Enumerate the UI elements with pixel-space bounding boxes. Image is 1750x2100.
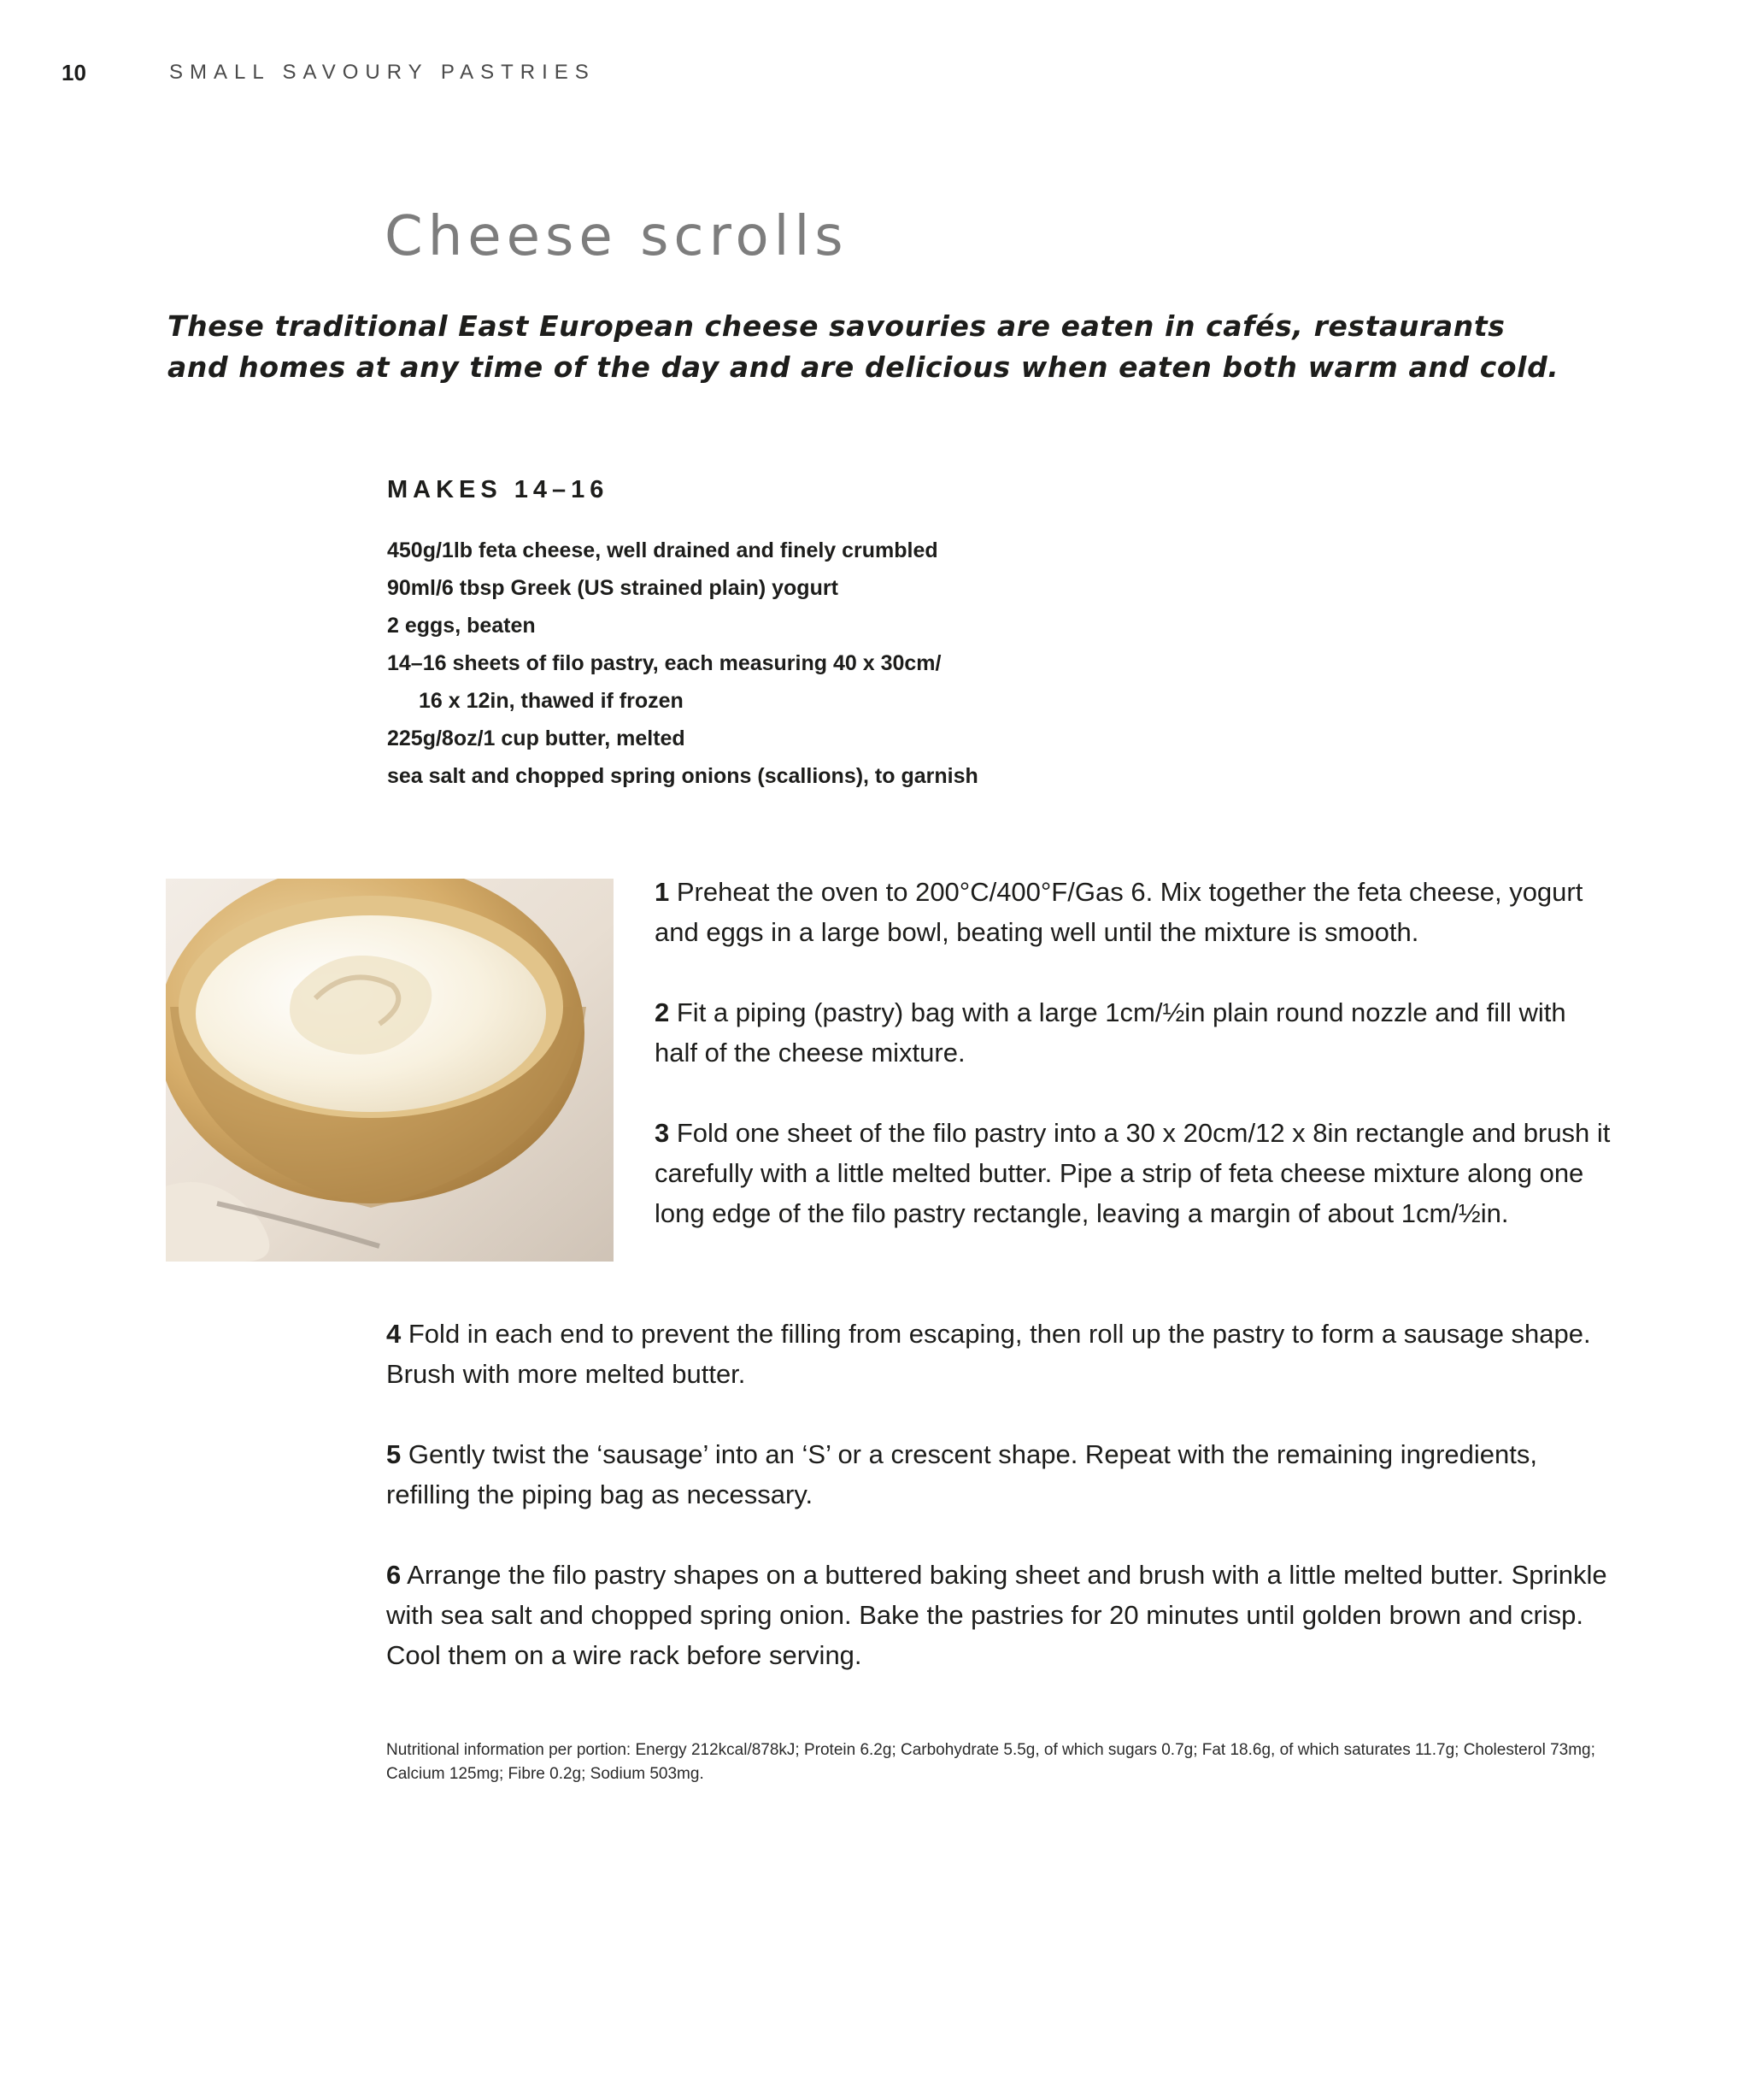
ingredient-item: 14–16 sheets of filo pastry, each measuring 40 x 30cm/ <box>387 651 942 675</box>
step-number: 1 <box>655 877 670 907</box>
method-step <box>655 992 1612 1073</box>
cheese-bowl-illustration <box>166 879 614 1262</box>
method-step <box>655 872 1612 952</box>
step-number: 3 <box>655 1118 670 1148</box>
step-number: 5 <box>386 1439 402 1469</box>
method-step <box>386 1314 1617 1394</box>
ingredient-list <box>387 532 1156 795</box>
recipe-title: Cheese scrolls <box>385 205 849 268</box>
step-number: 6 <box>386 1560 402 1590</box>
recipe-intro: These traditional East European cheese savouries are eaten in cafés, restaurants and homes at any time of the day and are delicious when eaten both warm and cold. <box>167 309 1559 384</box>
method-step <box>386 1555 1617 1675</box>
step-number: 2 <box>655 997 670 1027</box>
ingredient-item-continuation: 16 x 12in, thawed if frozen <box>419 689 684 713</box>
step-text: Arrange the filo pastry shapes on a buttered baking sheet and brush with a little melted butter. Sprinkle with sea salt and chopped spring onion. Bake the pastries for 20 minutes until golden brown and crisp. Cool them on a wire rack before serving. <box>386 1560 1607 1670</box>
ingredient-item: 2 eggs, beaten <box>387 614 536 638</box>
step-text: Fold one sheet of the filo pastry into a 30 x 20cm/12 x 8in rectangle and brush it carefully with a little melted butter. Pipe a strip of feta cheese mixture along one long edge of the filo pastry rectangle, leaving a margin of about 1cm/½in. <box>655 1118 1611 1228</box>
step-text: Fit a piping (pastry) bag with a large 1cm/½in plain round nozzle and fill with half of the cheese mixture. <box>655 997 1566 1068</box>
running-head: SMALL SAVOURY PASTRIES <box>169 61 596 84</box>
ingredient-item: 450g/1lb feta cheese, well drained and finely crumbled <box>387 538 938 562</box>
step-text: Preheat the oven to 200°C/400°F/Gas 6. Mix together the feta cheese, yogurt and eggs in a large bowl, beating well until the mixture is smooth. <box>655 877 1583 947</box>
method-step <box>386 1434 1617 1515</box>
ingredient-item: 225g/8oz/1 cup butter, melted <box>387 726 685 750</box>
step-text: Fold in each end to prevent the filling from escaping, then roll up the pastry to form a sausage shape. Brush with more melted butter. <box>386 1319 1591 1389</box>
cheese-bowl-photo <box>166 879 614 1262</box>
nutrition-info: Nutritional information per portion: Energy 212kcal/878kJ; Protein 6.2g; Carbohydrate 5.5g, of which sugars 0.7g; Fat 18.6g, of which saturates 11.7g; Cholesterol 73mg; Calcium 125mg; Fibre 0.2g; Sodium 503mg. <box>386 1741 1595 1783</box>
page-number: 10 <box>62 60 86 85</box>
step-number: 4 <box>386 1319 402 1349</box>
step-text: Gently twist the ‘sausage’ into an ‘S’ or a crescent shape. Repeat with the remaining ingredients, refilling the piping bag as necessary. <box>386 1439 1537 1509</box>
ingredient-item: sea salt and chopped spring onions (scallions), to garnish <box>387 764 978 788</box>
method-step <box>655 1113 1612 1233</box>
recipe-yield: MAKES 14–16 <box>387 476 609 503</box>
ingredient-item: 90ml/6 tbsp Greek (US strained plain) yogurt <box>387 576 838 600</box>
